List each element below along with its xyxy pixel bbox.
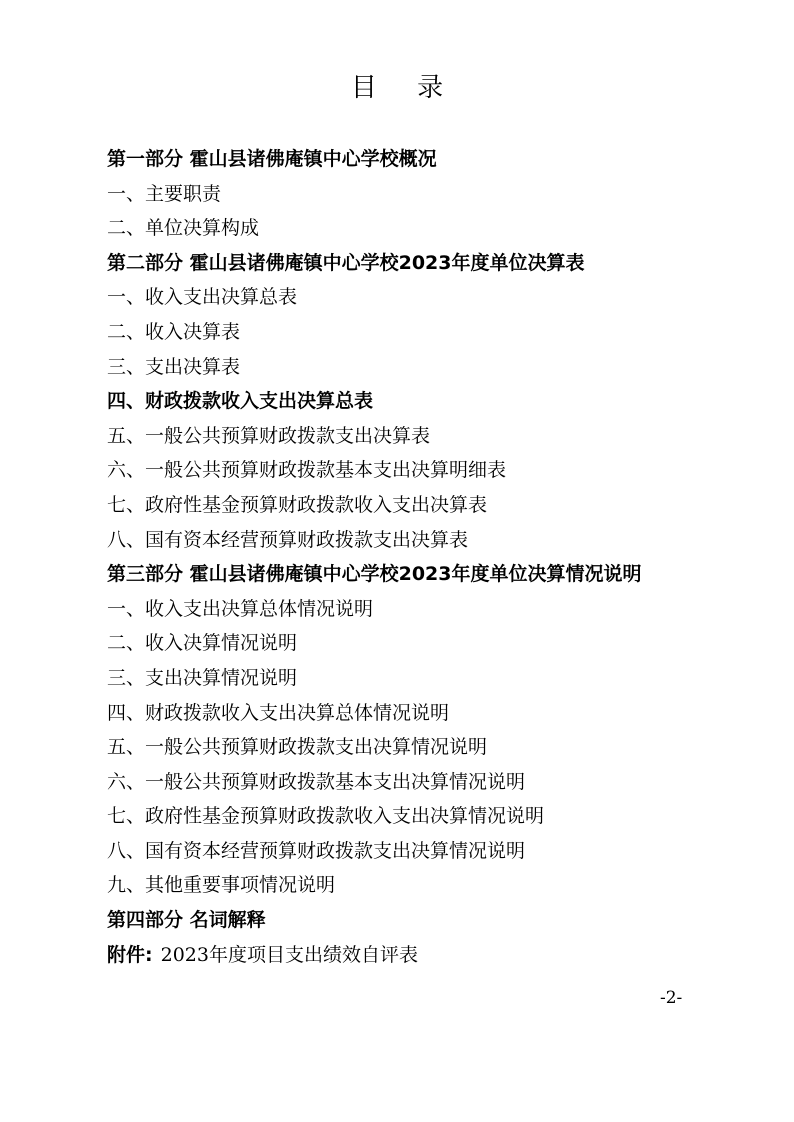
toc-part-4: 第四部分 名词解释 [107,909,266,932]
toc-item: 三、支出决算情况说明 [107,666,298,689]
toc-part-1: 第一部分 霍山县诸佛庵镇中心学校概况 [107,148,437,170]
attachment-label: 附件: [107,943,153,966]
toc-attachment [107,938,747,973]
toc-item: 二、单位决算构成 [107,217,260,240]
toc-item: 一、收入支出决算总体情况说明 [107,597,374,620]
toc-item: 二、收入决算表 [107,320,241,343]
toc-item: 四、财政拨款收入支出决算总表 [107,390,374,413]
toc-item: 一、主要职责 [107,182,222,205]
toc-item: 八、国有资本经营预算财政拨款支出决算表 [107,528,469,551]
toc-item: 七、政府性基金预算财政拨款收入支出决算表 [107,493,488,516]
toc-item: 五、一般公共预算财政拨款支出决算情况说明 [107,736,488,759]
page-title: 目 录 [350,73,460,103]
toc-item: 六、一般公共预算财政拨款基本支出决算情况说明 [107,770,526,793]
toc-item: 七、政府性基金预算财政拨款收入支出决算情况说明 [107,805,545,828]
toc-item: 五、一般公共预算财政拨款支出决算表 [107,424,431,447]
toc-item: 九、其他重要事项情况说明 [107,874,336,897]
toc-item: 八、国有资本经营预算财政拨款支出决算情况说明 [107,839,526,862]
page-number: -2- [660,988,683,1008]
toc-part-2: 第二部分 霍山县诸佛庵镇中心学校2023年度单位决算表 [107,251,585,274]
toc-item: 一、收入支出决算总表 [107,286,298,309]
table-of-contents [107,142,747,972]
toc-item: 三、支出决算表 [107,355,241,378]
attachment-text: 2023年度项目支出绩效自评表 [160,943,418,966]
toc-item: 六、一般公共预算财政拨款基本支出决算明细表 [107,459,507,482]
toc-item: 二、收入决算情况说明 [107,632,298,655]
toc-part-3: 第三部分 霍山县诸佛庵镇中心学校2023年度单位决算情况说明 [107,563,642,586]
toc-item: 四、财政拨款收入支出决算总体情况说明 [107,701,450,724]
